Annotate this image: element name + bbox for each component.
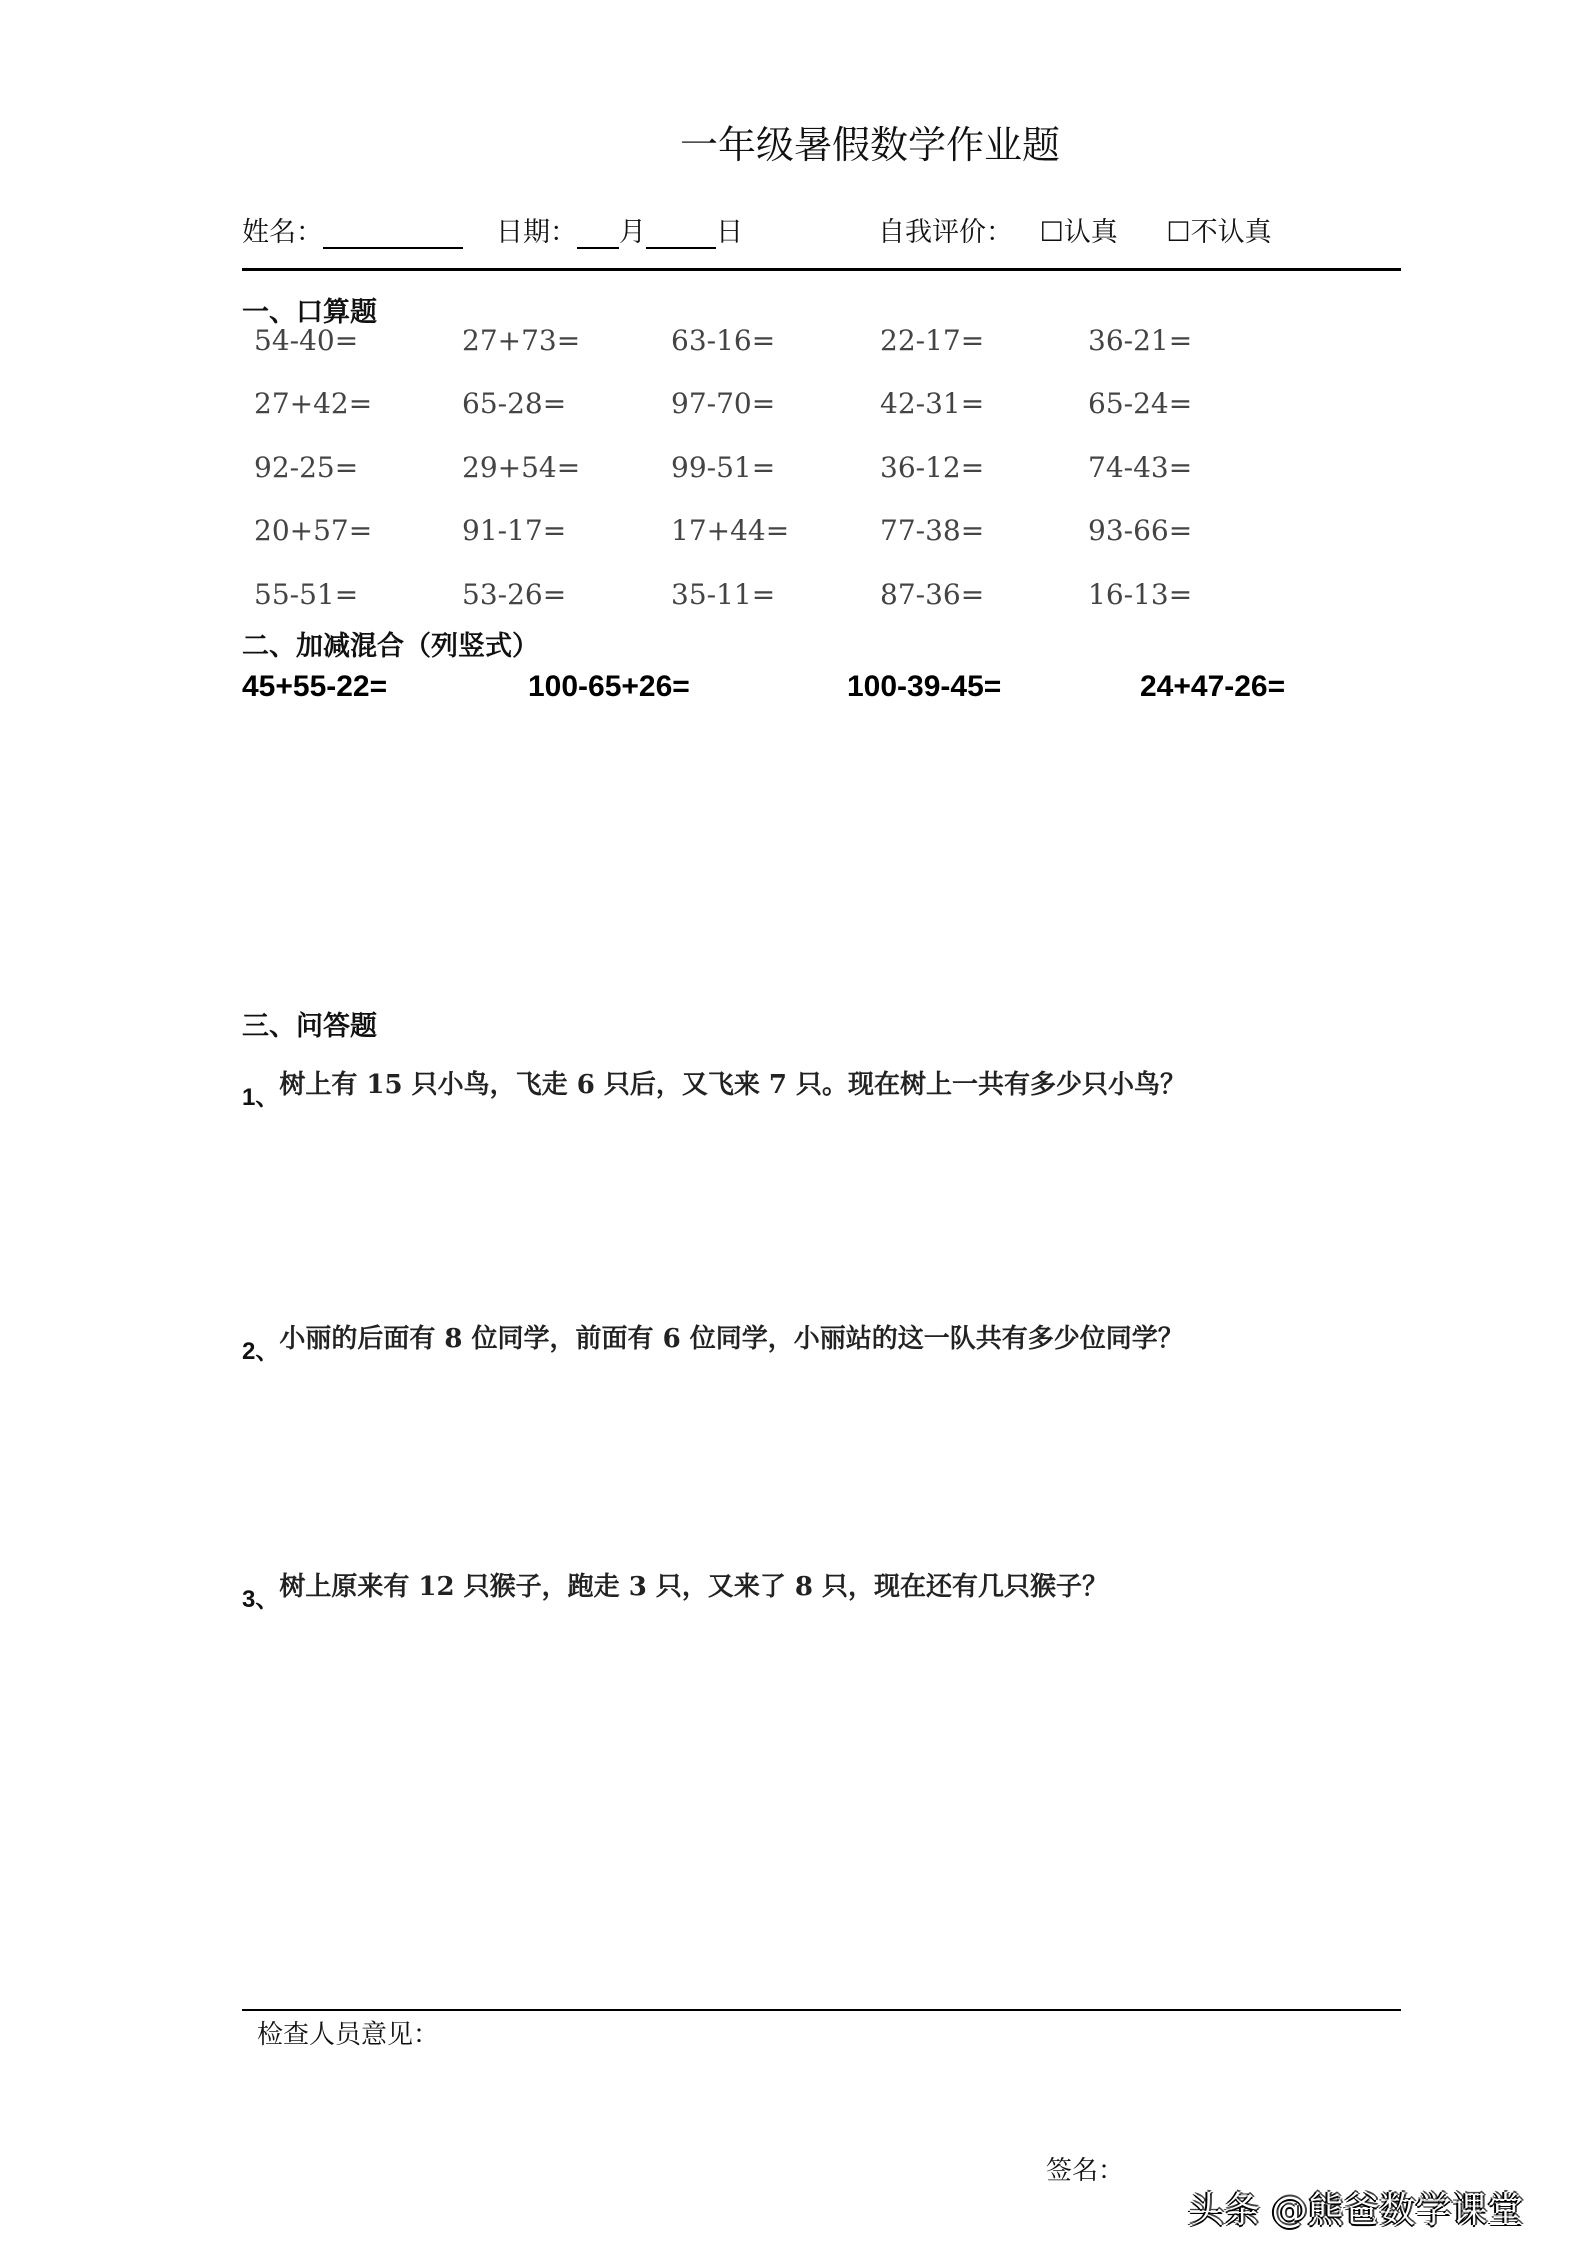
section-heading: 三、问答题 [242, 1011, 377, 1042]
question-text: 小丽的后面有 8 位同学，前面有 6 位同学，小丽站的这一队共有多少位同学？ [279, 1324, 1184, 1354]
section-heading: 一、口算题 [242, 297, 377, 328]
mental-math-problem: 36-21= [1088, 324, 1193, 357]
name-field [242, 210, 463, 249]
month-blank [577, 221, 619, 249]
page-title: 一年级暑假数学作业题 [679, 123, 1060, 167]
mixed-problem: 45+55-22= [242, 670, 388, 703]
mental-math-problem: 93-66= [1088, 514, 1193, 547]
checkbox-icon: ☐ [1039, 217, 1064, 248]
mental-math-problem: 77-38= [880, 514, 985, 547]
question-2 [242, 1318, 1184, 1365]
day-blank [646, 221, 716, 249]
mental-math-problem: 65-24= [1088, 387, 1193, 420]
self-evaluation [878, 210, 1272, 249]
mental-math-problem: 22-17= [880, 324, 985, 357]
checkbox-not-serious[interactable] [1166, 217, 1271, 248]
mental-math-problem: 36-12= [880, 451, 985, 484]
checkbox-icon: ☐ [1166, 217, 1191, 248]
mental-math-problem: 16-13= [1088, 578, 1193, 611]
section-heading: 二、加减混合（列竖式） [242, 631, 539, 662]
mixed-problem: 100-65+26= [528, 670, 690, 703]
signature-label: 签名： [1046, 2156, 1125, 2186]
mental-math-problem: 87-36= [880, 578, 985, 611]
mental-math-problem: 92-25= [254, 451, 359, 484]
name-label: 姓名： [242, 217, 323, 248]
self-eval-label: 自我评价： [878, 217, 1013, 248]
mental-math-problem: 74-43= [1088, 451, 1193, 484]
mental-math-problem: 99-51= [671, 451, 776, 484]
question-text: 树上原来有 12 只猴子，跑走 3 只，又来了 8 只，现在还有几只猴子？ [279, 1572, 1109, 1602]
checkbox-serious[interactable] [1040, 217, 1118, 248]
option-not-serious-label: 不认真 [1190, 217, 1272, 248]
question-3 [242, 1566, 1109, 1613]
date-label: 日期： [496, 217, 577, 248]
header-divider [242, 268, 1401, 271]
mental-math-problem: 63-16= [671, 324, 776, 357]
name-blank [323, 221, 463, 249]
mental-math-problem: 27+73= [462, 324, 581, 357]
watermark: 头条 @熊爸数学课堂 [1188, 2190, 1524, 2231]
mental-math-problem: 27+42= [254, 387, 373, 420]
month-label: 月 [619, 217, 646, 248]
mental-math-problem: 54-40= [254, 324, 359, 357]
mixed-problem: 100-39-45= [847, 670, 1002, 703]
question-number: 3、 [242, 1586, 280, 1613]
date-field [496, 210, 743, 249]
question-1 [242, 1064, 1187, 1111]
question-text: 树上有 15 只小鸟，飞走 6 只后，又飞来 7 只。现在树上一共有多少只小鸟？ [279, 1070, 1187, 1100]
mental-math-problem: 97-70= [671, 387, 776, 420]
footer-divider [242, 2009, 1401, 2011]
mental-math-problem: 35-11= [671, 578, 776, 611]
mental-math-problem: 42-31= [880, 387, 985, 420]
mental-math-problem: 53-26= [462, 578, 567, 611]
mental-math-problem: 65-28= [462, 387, 567, 420]
mental-math-problem: 17+44= [671, 514, 790, 547]
mixed-problem: 24+47-26= [1140, 670, 1286, 703]
mental-math-problem: 91-17= [462, 514, 567, 547]
question-number: 1、 [242, 1084, 280, 1111]
mental-math-problem: 55-51= [254, 578, 359, 611]
mental-math-problem: 29+54= [462, 451, 581, 484]
question-number: 2、 [242, 1338, 280, 1365]
checker-comment-label: 检查人员意见： [257, 2020, 440, 2050]
option-serious-label: 认真 [1063, 217, 1118, 248]
mental-math-problem: 20+57= [254, 514, 373, 547]
day-label: 日 [716, 217, 743, 248]
